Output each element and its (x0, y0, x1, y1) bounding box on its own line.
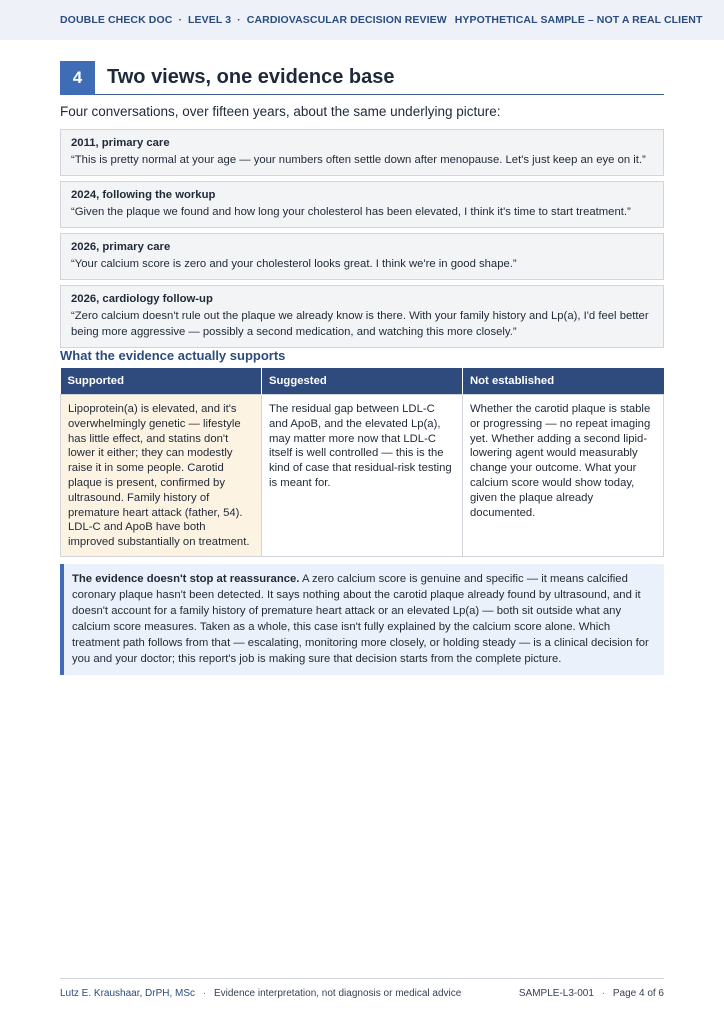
sample-notice: HYPOTHETICAL SAMPLE – NOT A REAL CLIENT (454, 14, 703, 26)
conversation-heading: 2024, following the workup (71, 189, 216, 201)
conversation-quote: “Zero calcium doesn't rule out the plaque we already know is there. With your family history and Lp(a), I'd feel better being more aggressive — possibly a second medication, and watching this more closely.” (71, 310, 649, 338)
report-level: LEVEL 3 (188, 14, 232, 26)
column-header-supported: Supported (61, 368, 262, 395)
cell-not-established: Whether the carotid plaque is stable or progressing — no repeat imaging yet. Whether adding a second lipid-lowering agent would measurably change your outcome. What your calcium score would show today, given the plaque already documented. (463, 395, 664, 557)
footer-separator: · (601, 988, 606, 999)
evidence-heading: What the evidence actually supports (60, 348, 286, 363)
conversation-heading: 2026, cardiology follow-up (71, 293, 213, 305)
conversation-quote: “Your calcium score is zero and your cholesterol looks great. I think we're in good shape.” (71, 258, 517, 270)
report-type: CARDIOVASCULAR DECISION REVIEW (246, 14, 447, 26)
conversation-quote: “Given the plaque we found and how long your cholesterol has been elevated, I think it's time to start treatment.” (71, 206, 631, 218)
cell-suggested: The residual gap between LDL-C and ApoB, and the elevated Lp(a), may matter more now that LDL-C itself is well controlled — this is the kind of case that residual-risk testing is meant for. (262, 395, 463, 557)
footer-left (60, 988, 461, 999)
section-number-badge: 4 (60, 61, 95, 95)
conversation-card (60, 129, 664, 176)
conversation-card (60, 181, 664, 228)
conversation-card (60, 285, 664, 348)
evidence-table (60, 368, 664, 557)
footer-right (519, 988, 664, 999)
header-separator: · (178, 14, 183, 26)
author-name: Lutz E. Kraushaar, DrPH, MSc (60, 988, 196, 999)
brand-name: DOUBLE CHECK DOC (60, 14, 173, 26)
header-separator: · (237, 14, 241, 26)
footer-separator: · (202, 988, 207, 999)
column-header-suggested: Suggested (262, 368, 463, 395)
cell-supported: Lipoprotein(a) is elevated, and it's overwhelmingly genetic — lifestyle has little effect, and statins don't lower it either; they can modestly raise it in some people. Carotid plaque is present, confirmed by ultrasound. Family history of premature heart attack (father, 54). LDL-C and ApoB have both improved substantially on treatment. (61, 395, 262, 557)
running-header (0, 0, 724, 40)
conversation-heading: 2026, primary care (71, 241, 171, 253)
sample-id: SAMPLE-L3-001 (518, 988, 594, 999)
evidence-header-row (61, 368, 664, 395)
conversation-quote: “This is pretty normal at your age — your numbers often settle down after menopause. Let's just keep an eye on it.” (71, 154, 646, 166)
column-header-not-established: Not established (463, 368, 664, 395)
page-number: Page 4 of 6 (612, 988, 664, 999)
section-title: Two views, one evidence base (107, 66, 395, 88)
table-row (61, 395, 664, 557)
section-intro: Four conversations, over fifteen years, about the same underlying picture: (60, 104, 501, 119)
callout-body: A zero calcium score is genuine and specific — it means calcified coronary plaque hasn't been detected. It says nothing about the carotid plaque already found by ultrasound, and it doesn't account for a family history of premature heart attack or an elevated Lp(a) — both sit outside what any calcium score measures. Taken as a whole, this case isn't fully explained by the calcium score alone. Which treatment path follows from that — escalating, monitoring more closely, or holding steady — is a clinical decision for you and your doctor; this report's job is making sure that decision starts from the complete picture. (72, 573, 649, 665)
conversation-heading: 2011, primary care (71, 137, 170, 149)
conversation-list (60, 129, 664, 353)
conversation-card (60, 233, 664, 280)
section-heading (60, 61, 664, 95)
callout-lead: The evidence doesn't stop at reassurance. (72, 573, 300, 585)
footer-disclaimer: Evidence interpretation, not diagnosis or medical advice (213, 988, 462, 999)
page-footer (60, 978, 664, 999)
summary-callout (60, 564, 664, 675)
